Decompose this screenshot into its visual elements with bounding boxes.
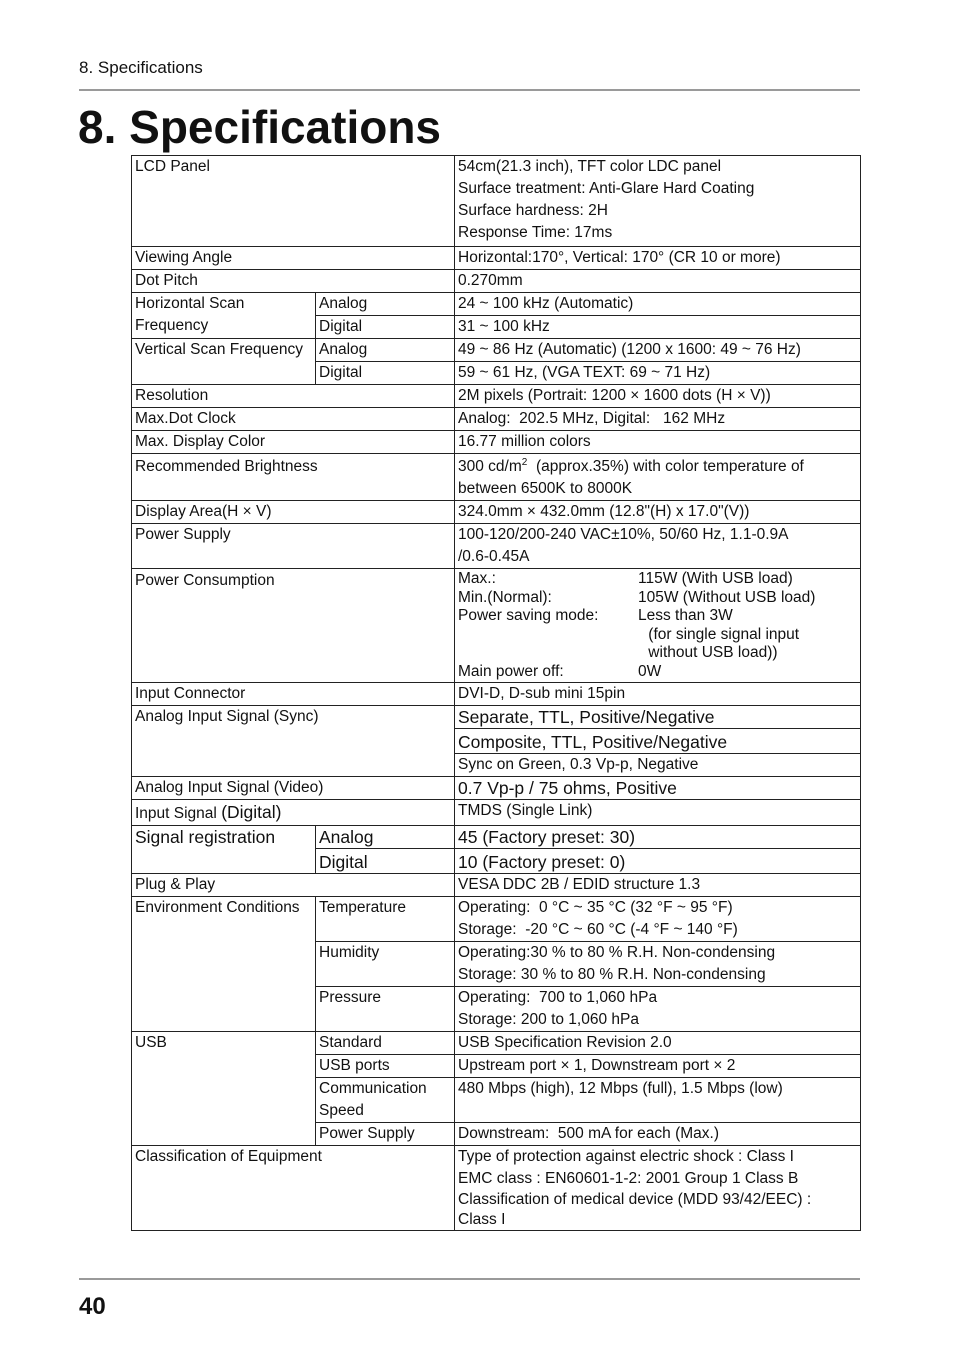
spec-sublabel xyxy=(316,1078,455,1123)
spec-sublabel: Standard xyxy=(316,1032,455,1055)
spec-value-line: Surface treatment: Anti-Glare Hard Coating xyxy=(458,180,755,197)
spec-row-power-supply xyxy=(132,524,861,569)
spec-value xyxy=(455,1146,861,1231)
spec-sublabel: Humidity xyxy=(316,942,455,987)
spec-value: TMDS (Single Link) xyxy=(455,800,861,826)
spec-value xyxy=(455,524,861,569)
spec-sublabel: Digital xyxy=(316,316,455,339)
spec-row-brightness xyxy=(132,454,861,501)
spec-value xyxy=(455,156,861,247)
spec-label: Power Consumption xyxy=(132,569,455,683)
spec-label: Signal registration xyxy=(132,826,316,874)
power-val: 105W (Without USB load) xyxy=(638,588,816,606)
power-val: Less than 3W xyxy=(638,607,733,624)
spec-sublabel: Power Supply xyxy=(316,1123,455,1146)
brightness-value: 300 cd/m xyxy=(458,458,522,475)
spec-value: 0.270mm xyxy=(455,270,861,293)
spec-value-line: EMC class : EN60601-1-2: 2001 Group 1 Class B xyxy=(458,1170,799,1187)
spec-label: Max. Display Color xyxy=(132,431,455,454)
power-saving-note: without USB load)) xyxy=(644,644,778,661)
spec-sublabel: Pressure xyxy=(316,987,455,1032)
spec-label: Recommended Brightness xyxy=(132,454,455,501)
spec-row-max-display-color xyxy=(132,431,861,454)
spec-row-classification xyxy=(132,1146,861,1231)
spec-sublabel-line: Communication xyxy=(319,1080,427,1097)
spec-label: Resolution xyxy=(132,385,455,408)
spec-label: Dot Pitch xyxy=(132,270,455,293)
power-val: 0W xyxy=(638,662,662,680)
spec-value: 0.7 Vp-p / 75 ohms, Positive xyxy=(455,777,861,800)
power-max-row xyxy=(458,570,857,589)
spec-label: Input Connector xyxy=(132,683,455,706)
spec-value: Composite, TTL, Positive/Negative xyxy=(455,729,861,754)
spec-value-line xyxy=(458,456,857,478)
spec-value-line: Class I xyxy=(458,1211,506,1228)
spec-value: Horizontal:170°, Vertical: 170° (CR 10 or more) xyxy=(455,247,861,270)
spec-value-line: Operating:30 % to 80 % R.H. Non-condensing xyxy=(458,944,776,961)
spec-row-input-connector xyxy=(132,683,861,706)
spec-value xyxy=(455,897,861,942)
spec-value-line: Operating: 700 to 1,060 hPa xyxy=(458,989,658,1006)
spec-value: 324.0mm × 432.0mm (12.8"(H) x 17.0"(V)) xyxy=(455,501,861,524)
spec-label-text: Input Signal xyxy=(135,805,222,822)
spec-row-display-area xyxy=(132,501,861,524)
spec-label xyxy=(132,800,455,826)
spec-row-viewing-angle xyxy=(132,247,861,270)
spec-label-line: Horizontal Scan xyxy=(135,295,245,312)
spec-value: 16.77 million colors xyxy=(455,431,861,454)
spec-value: 49 ~ 86 Hz (Automatic) (1200 x 1600: 49 ~ 76 Hz) xyxy=(455,339,861,362)
spec-value-line: between 6500K to 8000K xyxy=(458,480,633,497)
power-saving-note: (for single signal input xyxy=(644,625,800,643)
spec-sublabel: Analog xyxy=(316,339,455,362)
spec-sublabel-line: Speed xyxy=(319,1102,364,1119)
power-key: Main power off: xyxy=(458,662,564,680)
spec-value-line: 54cm(21.3 inch), TFT color LDC panel xyxy=(458,158,722,175)
power-saving-row xyxy=(458,607,857,626)
spec-row-signal-registration xyxy=(132,826,861,849)
spec-label-text-large: (Digital) xyxy=(221,802,282,822)
spec-value: 59 ~ 61 Hz, (VGA TEXT: 69 ~ 71 Hz) xyxy=(455,362,861,385)
spec-value: Sync on Green, 0.3 Vp-p, Negative xyxy=(455,754,861,777)
spec-label: LCD Panel xyxy=(132,156,455,247)
power-min-row xyxy=(458,589,857,608)
spec-value: 31 ~ 100 kHz xyxy=(455,316,861,339)
footer-rule xyxy=(79,1278,860,1280)
spec-label: Classification of Equipment xyxy=(132,1146,455,1231)
spec-label: Max.Dot Clock xyxy=(132,408,455,431)
spec-label: Viewing Angle xyxy=(132,247,455,270)
power-off-row xyxy=(458,663,857,682)
spec-sublabel: Digital xyxy=(316,362,455,385)
power-val: 115W (With USB load) xyxy=(638,570,793,587)
spec-label: Power Supply xyxy=(132,524,455,569)
page-title: 8. Specifications xyxy=(78,101,442,153)
spec-label-line: Frequency xyxy=(135,317,209,334)
spec-value xyxy=(455,942,861,987)
spec-value: Upstream port × 1, Downstream port × 2 xyxy=(455,1055,861,1078)
spec-label: Analog Input Signal (Video) xyxy=(132,777,455,800)
spec-value: DVI-D, D-sub mini 15pin xyxy=(455,683,861,706)
spec-row-max-dot-clock xyxy=(132,408,861,431)
spec-value-line: Type of protection against electric shock : Class I xyxy=(458,1148,794,1165)
spec-row-vertical-scan xyxy=(132,339,861,362)
brightness-note: (approx.35%) with color temperature of xyxy=(527,458,804,475)
spec-value: Downstream: 500 mA for each (Max.) xyxy=(455,1123,861,1146)
spec-row-power-consumption xyxy=(132,569,861,683)
spec-value-line: Storage: 30 % to 80 % R.H. Non-condensing xyxy=(458,966,766,983)
spec-sublabel: Temperature xyxy=(316,897,455,942)
spec-value: 2M pixels (Portrait: 1200 × 1600 dots (H × V)) xyxy=(455,385,861,408)
spec-value: VESA DDC 2B / EDID structure 1.3 xyxy=(455,874,861,897)
spec-row-horizontal-scan xyxy=(132,293,861,316)
spec-row-input-digital xyxy=(132,800,861,826)
spec-value-line: 100-120/200-240 VAC±10%, 50/60 Hz, 1.1-0.9A xyxy=(458,526,789,543)
spec-value xyxy=(455,569,861,683)
spec-value-line: Storage: -20 °C ~ 60 °C (-4 °F ~ 140 °F) xyxy=(458,921,738,938)
spec-row-analog-video xyxy=(132,777,861,800)
spec-value: 24 ~ 100 kHz (Automatic) xyxy=(455,293,861,316)
specifications-table xyxy=(131,155,861,1231)
spec-row-lcd-panel xyxy=(132,156,861,247)
spec-label: Environment Conditions xyxy=(132,897,316,1032)
page-number: 40 xyxy=(79,1293,106,1320)
superscript: 2 xyxy=(521,457,528,468)
spec-value: 45 (Factory preset: 30) xyxy=(455,826,861,849)
spec-value-line: Operating: 0 °C ~ 35 °C (32 °F ~ 95 °F) xyxy=(458,899,733,916)
spec-value: 480 Mbps (high), 12 Mbps (full), 1.5 Mbps (low) xyxy=(455,1078,861,1123)
spec-value xyxy=(455,987,861,1032)
spec-sublabel: Analog xyxy=(316,293,455,316)
spec-value-line: Classification of medical device (MDD 93/42/EEC) : xyxy=(458,1191,812,1208)
power-key: Max.: xyxy=(458,570,496,587)
header-rule xyxy=(79,89,860,91)
spec-row-analog-sync xyxy=(132,706,861,729)
spec-label: Display Area(H × V) xyxy=(132,501,455,524)
spec-row-dot-pitch xyxy=(132,270,861,293)
spec-value-line: Surface hardness: 2H xyxy=(458,202,608,219)
spec-value xyxy=(455,454,861,501)
spec-value-line: Storage: 200 to 1,060 hPa xyxy=(458,1011,639,1028)
spec-sublabel: Analog xyxy=(316,826,455,849)
spec-row-plug-play xyxy=(132,874,861,897)
spec-label: Analog Input Signal (Sync) xyxy=(132,706,455,777)
spec-sublabel: Digital xyxy=(316,849,455,874)
spec-value-line: Response Time: 17ms xyxy=(458,224,613,241)
spec-label: USB xyxy=(132,1032,316,1146)
spec-value: 10 (Factory preset: 0) xyxy=(455,849,861,874)
spec-label: Plug & Play xyxy=(132,874,455,897)
spec-sublabel: USB ports xyxy=(316,1055,455,1078)
spec-row-environment-temperature xyxy=(132,897,861,942)
spec-value: USB Specification Revision 2.0 xyxy=(455,1032,861,1055)
spec-row-usb-standard xyxy=(132,1032,861,1055)
spec-label xyxy=(132,293,316,339)
spec-value: Separate, TTL, Positive/Negative xyxy=(455,706,861,729)
running-header: 8. Specifications xyxy=(79,58,203,77)
spec-row-resolution xyxy=(132,385,861,408)
spec-value-line: /0.6-0.45A xyxy=(458,548,530,565)
power-key: Power saving mode: xyxy=(458,607,599,624)
spec-label: Vertical Scan Frequency xyxy=(132,339,316,385)
power-key: Min.(Normal): xyxy=(458,588,552,606)
spec-value: Analog: 202.5 MHz, Digital: 162 MHz xyxy=(455,408,861,431)
